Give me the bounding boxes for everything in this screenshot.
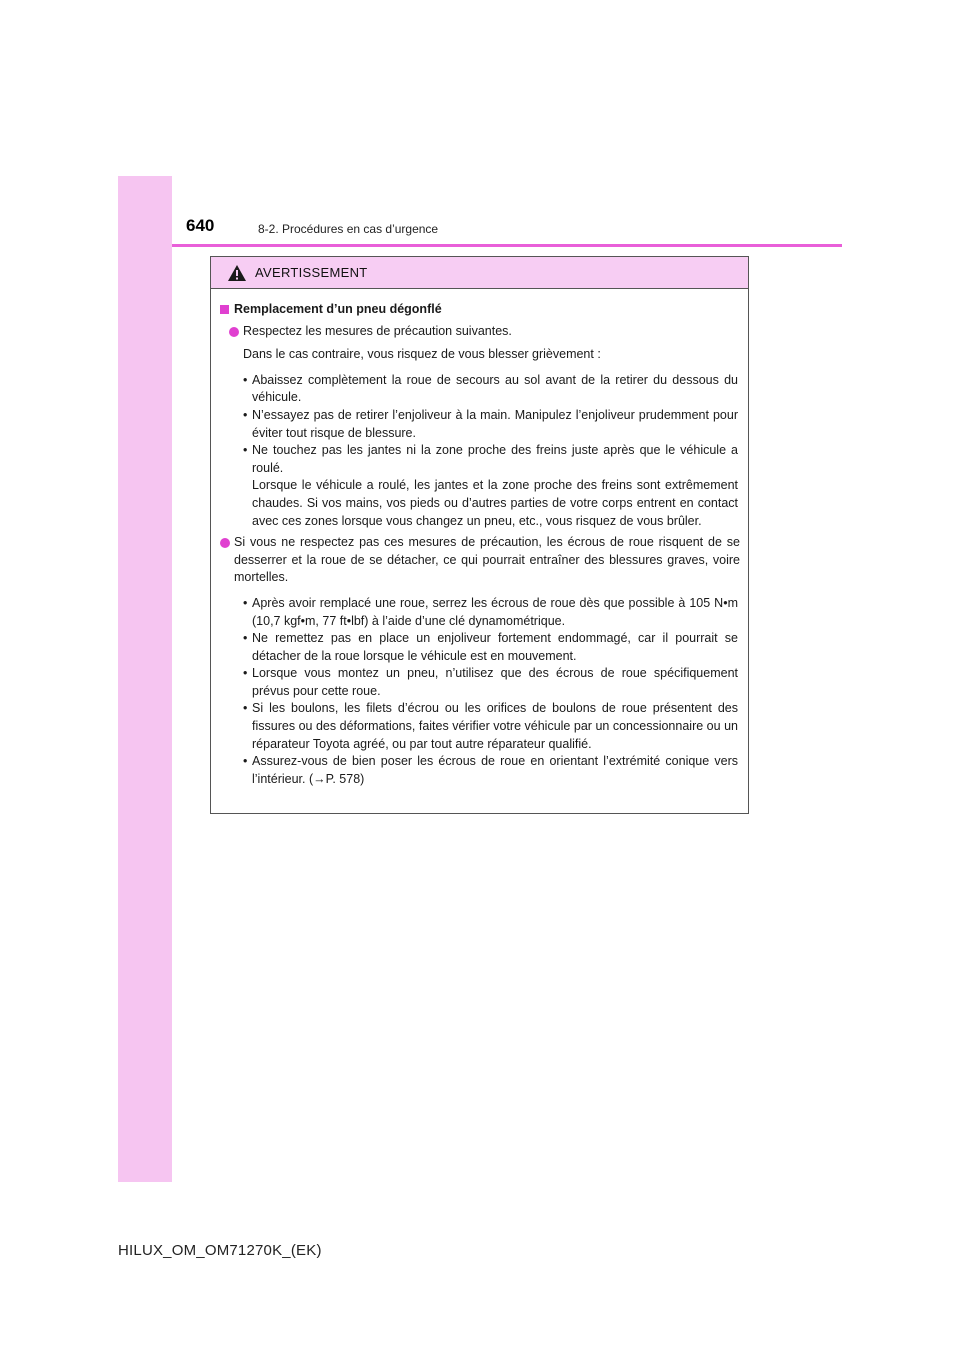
list-item: • Après avoir remplacé une roue, serrez les écrous de roue dès que possible à 105 N•m (10,7 kgf•m, 77 ft•lbf) à l’aide d’une clé dynamométrique. bbox=[243, 595, 738, 628]
list-item: • Ne touchez pas les jantes ni la zone proche des freins juste après que le véhicule a roulé. Lorsque le véhicule a roulé, les jantes et la zone proche des freins sont extrêmement chaudes. Si vos mains, vos pieds ou d’autres parties de votre corps entrent en contact avec ces zones lorsque vous changez un pneu, etc., vous risquez de vous brûler. bbox=[220, 442, 740, 530]
bullet-text: Si les boulons, les filets d’écrou ou les orifices de boulons de roue présentent des fissures ou des déformations, faites vérifier votre véhicule par un concessionnaire ou un réparateur Toyota agréé, ou par tout autre réparateur qualifié. bbox=[252, 701, 738, 751]
list-item: • Abaissez complètement la roue de secours au sol avant de la retirer du dessous du véhicule. bbox=[243, 372, 738, 405]
side-tab-band bbox=[118, 176, 172, 1182]
point-1-subtext: Dans le cas contraire, vous risquez de vous blesser grièvement : bbox=[243, 347, 601, 362]
warning-header bbox=[211, 257, 748, 289]
list-item: • Assurez-vous de bien poser les écrous de roue en orientant l’extrémité conique vers l’intérieur. (→P. 578) bbox=[243, 754, 738, 786]
point-1 bbox=[220, 323, 740, 341]
circle-bullet-icon bbox=[220, 538, 230, 548]
bullet-text: Ne touchez pas les jantes ni la zone proche des freins juste après que le véhicule a roulé. bbox=[252, 443, 738, 475]
warning-heading-text: Remplacement d’un pneu dégonflé bbox=[234, 302, 442, 316]
warning-heading bbox=[220, 301, 740, 319]
point-2-text: Si vous ne respectez pas ces mesures de précaution, les écrous de roue risquent de se desserrer et la roue de se détacher, ce qui pourrait entraîner des blessures graves, voire mortelles. bbox=[234, 535, 740, 585]
bullet-text: Ne remettez pas en place un enjoliveur fortement endommagé, car il pourrait se détacher de la roue lorsque le véhicule est en mouvement. bbox=[252, 631, 738, 663]
bullet-text: Abaissez complètement la roue de secours au sol avant de la retirer du dessous du véhicule. bbox=[252, 372, 738, 405]
warning-title: AVERTISSEMENT bbox=[255, 265, 368, 280]
bullet-text: Après avoir remplacé une roue, serrez les écrous de roue dès que possible à 105 N•m (10,7 kgf•m, 77 ft•lbf) à l’aide d’une clé dynamométrique. bbox=[252, 595, 738, 628]
list-item: • N’essayez pas de retirer l’enjoliveur à la main. Manipulez l’enjoliveur prudemment pour éviter tout risque de blessure. bbox=[243, 407, 738, 440]
warning-body bbox=[211, 289, 748, 788]
list-item: • Ne remettez pas en place un enjoliveur fortement endommagé, car il pourrait se détacher de la roue lorsque le véhicule est en mouvement. bbox=[243, 631, 738, 663]
list-item: • Si les boulons, les filets d’écrou ou les orifices de boulons de roue présentent des fissures ou des déformations, faites vérifier votre véhicule par un concessionnaire ou un réparateur Toyota agréé, ou par tout autre réparateur qualifié. bbox=[243, 701, 738, 751]
point-2 bbox=[220, 534, 740, 587]
square-bullet-icon bbox=[220, 305, 229, 314]
bullet-continuation: Lorsque le véhicule a roulé, les jantes et la zone proche des freins sont extrêmement chaudes. Si vos mains, vos pieds ou d’autres parties de votre corps entrent en contact avec ces zones lorsque vous changez un pneu, etc., vous risquez de vous brûler. bbox=[252, 478, 738, 528]
point-2-bullets bbox=[220, 595, 740, 789]
section-title: 8-2. Procédures en cas d’urgence bbox=[258, 222, 439, 236]
point-1-bullets bbox=[220, 372, 740, 530]
warning-box bbox=[210, 256, 749, 814]
list-item: • Lorsque vous montez un pneu, n’utilisez que des écrous de roue spécifiquement prévus pour cette roue. bbox=[243, 666, 738, 698]
point-1-text: Respectez les mesures de précaution suivantes. bbox=[243, 323, 512, 338]
page-number: 640 bbox=[186, 216, 215, 235]
document-code: HILUX_OM_OM71270K_(EK) bbox=[118, 1242, 322, 1259]
header-divider bbox=[172, 244, 842, 247]
warning-triangle-icon bbox=[227, 264, 247, 282]
bullet-text: Assurez-vous de bien poser les écrous de roue en orientant l’extrémité conique vers l’intérieur. (→P. 578) bbox=[252, 754, 738, 786]
circle-bullet-icon bbox=[229, 327, 239, 337]
bullet-text: Lorsque vous montez un pneu, n’utilisez que des écrous de roue spécifiquement prévus pour cette roue. bbox=[252, 666, 738, 698]
bullet-text: N’essayez pas de retirer l’enjoliveur à la main. Manipulez l’enjoliveur prudemment pour éviter tout risque de blessure. bbox=[252, 407, 738, 440]
